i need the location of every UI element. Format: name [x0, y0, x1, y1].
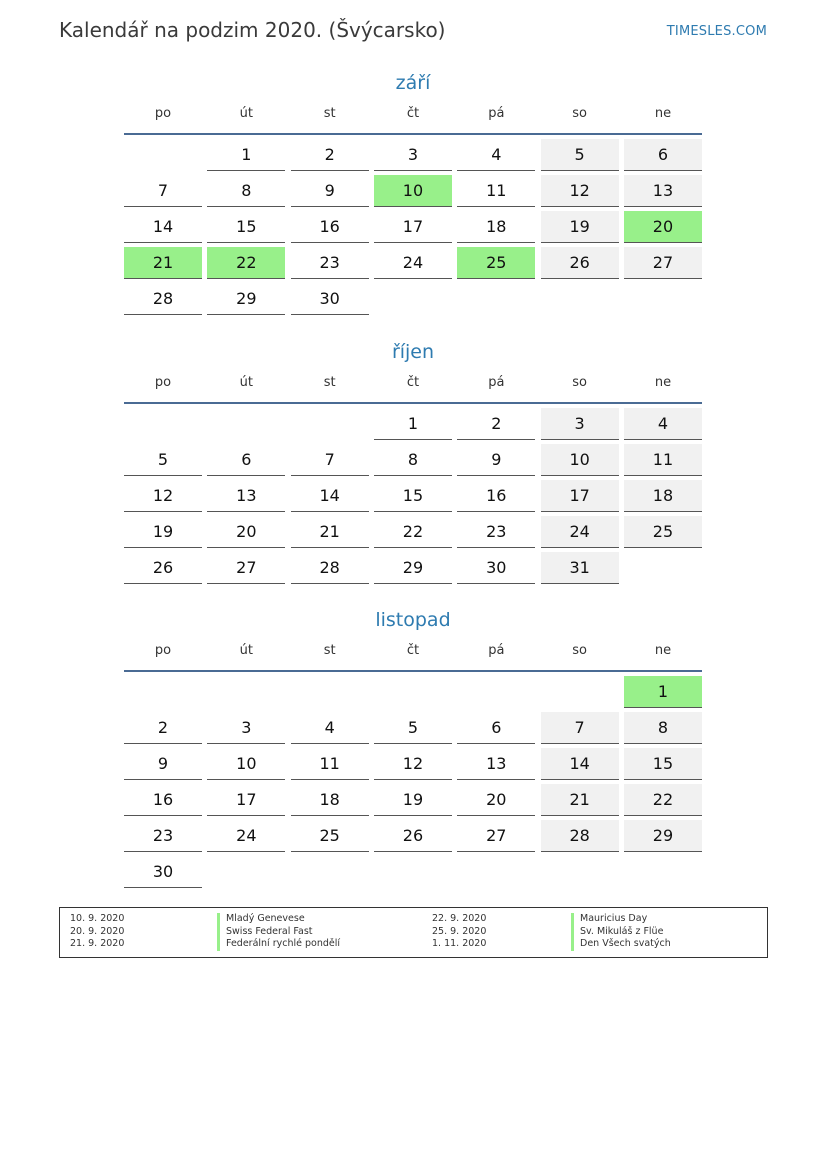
day-cell[interactable]: 1	[374, 408, 452, 440]
empty-cell	[207, 408, 285, 440]
day-cell-holiday[interactable]: 21	[124, 247, 202, 279]
day-cell[interactable]: 5	[124, 444, 202, 476]
day-cell[interactable]: 23	[457, 516, 535, 548]
day-cell[interactable]: 29	[374, 552, 452, 584]
day-cell[interactable]: 9	[124, 748, 202, 780]
month-october	[124, 337, 702, 588]
day-cell[interactable]: 30	[291, 283, 369, 315]
day-cell[interactable]: 4	[624, 408, 702, 440]
day-cell[interactable]: 11	[291, 748, 369, 780]
day-cell[interactable]: 21	[291, 516, 369, 548]
day-cell[interactable]: 17	[374, 211, 452, 243]
weekday-label: so	[572, 375, 587, 390]
day-cell[interactable]: 4	[291, 712, 369, 744]
weekday-label: st	[323, 106, 336, 121]
weekday-label: st	[323, 643, 336, 658]
day-cell[interactable]: 19	[124, 516, 202, 548]
month-name: listopad	[375, 609, 451, 631]
day-cell[interactable]: 2	[457, 408, 535, 440]
days-grid	[124, 408, 702, 588]
day-cell[interactable]: 26	[124, 552, 202, 584]
day-cell[interactable]: 23	[291, 247, 369, 279]
weekday-label: út	[239, 106, 253, 121]
legend-date: 25. 9. 2020	[432, 925, 487, 937]
day-cell-holiday[interactable]: 22	[207, 247, 285, 279]
day-cell[interactable]: 13	[624, 175, 702, 207]
day-cell[interactable]: 15	[624, 748, 702, 780]
day-cell[interactable]: 6	[624, 139, 702, 171]
day-cell[interactable]: 25	[291, 820, 369, 852]
day-cell[interactable]: 7	[124, 175, 202, 207]
day-cell[interactable]: 24	[207, 820, 285, 852]
day-cell[interactable]: 13	[457, 748, 535, 780]
day-cell[interactable]: 17	[541, 480, 619, 512]
day-cell[interactable]: 29	[624, 820, 702, 852]
weekday-label: st	[323, 375, 336, 390]
weekday-header	[124, 635, 702, 672]
legend-date: 21. 9. 2020	[70, 938, 125, 950]
legend-marker-right	[571, 913, 574, 951]
page-title: Kalendář na podzim 2020. (Švýcarsko)	[59, 18, 446, 42]
legend-holiday-name: Den Všech svatých	[580, 938, 671, 950]
empty-cell	[457, 676, 535, 708]
weekday-label: po	[154, 643, 172, 658]
day-cell[interactable]: 3	[374, 139, 452, 171]
day-cell[interactable]: 8	[374, 444, 452, 476]
day-cell[interactable]: 18	[457, 211, 535, 243]
day-cell[interactable]: 24	[541, 516, 619, 548]
days-grid	[124, 676, 702, 892]
days-grid	[124, 139, 702, 319]
day-cell[interactable]: 10	[541, 444, 619, 476]
day-cell[interactable]: 28	[124, 283, 202, 315]
day-cell[interactable]: 22	[374, 516, 452, 548]
day-cell[interactable]: 8	[207, 175, 285, 207]
day-cell-holiday[interactable]: 1	[624, 676, 702, 708]
weekday-label: ne	[654, 643, 672, 658]
legend-holiday-name: Mauricius Day	[580, 913, 648, 924]
legend-holiday-name: Mladý Genevese	[226, 913, 305, 924]
empty-cell	[207, 676, 285, 708]
month-name: září	[395, 72, 431, 94]
weekday-label: ne	[654, 375, 672, 390]
weekday-label: čt	[406, 106, 420, 121]
day-cell[interactable]: 20	[457, 784, 535, 816]
legend-date: 1. 11. 2020	[432, 938, 487, 950]
day-cell[interactable]: 7	[291, 444, 369, 476]
legend-holiday-name: Swiss Federal Fast	[226, 925, 313, 937]
day-cell[interactable]: 19	[374, 784, 452, 816]
day-cell[interactable]: 26	[541, 247, 619, 279]
day-cell[interactable]: 4	[457, 139, 535, 171]
day-cell[interactable]: 2	[291, 139, 369, 171]
day-cell[interactable]: 13	[207, 480, 285, 512]
day-cell[interactable]: 2	[124, 712, 202, 744]
empty-cell	[124, 139, 202, 171]
holiday-legend	[59, 907, 768, 958]
day-cell[interactable]: 12	[124, 480, 202, 512]
day-cell[interactable]: 1	[207, 139, 285, 171]
legend-date: 10. 9. 2020	[70, 913, 125, 924]
weekday-label: čt	[406, 643, 420, 658]
legend-names-right	[580, 913, 671, 951]
day-cell[interactable]: 3	[541, 408, 619, 440]
day-cell[interactable]: 15	[207, 211, 285, 243]
day-cell[interactable]: 28	[541, 820, 619, 852]
day-cell[interactable]: 11	[457, 175, 535, 207]
legend-holiday-name: Sv. Mikuláš z Flüe	[580, 925, 664, 937]
weekday-label: po	[154, 106, 172, 121]
day-cell[interactable]: 14	[541, 748, 619, 780]
day-cell[interactable]: 28	[291, 552, 369, 584]
day-cell[interactable]: 16	[124, 784, 202, 816]
day-cell[interactable]: 12	[374, 748, 452, 780]
month-november	[124, 605, 702, 892]
day-cell[interactable]: 20	[207, 516, 285, 548]
day-cell[interactable]: 16	[291, 211, 369, 243]
day-cell[interactable]: 27	[457, 820, 535, 852]
empty-cell	[124, 408, 202, 440]
day-cell[interactable]: 18	[624, 480, 702, 512]
day-cell[interactable]: 27	[624, 247, 702, 279]
legend-marker-left	[217, 913, 220, 951]
weekday-header	[124, 367, 702, 404]
day-cell[interactable]: 26	[374, 820, 452, 852]
day-cell[interactable]: 22	[624, 784, 702, 816]
day-cell[interactable]: 5	[541, 139, 619, 171]
day-cell[interactable]: 11	[624, 444, 702, 476]
day-cell[interactable]: 14	[124, 211, 202, 243]
day-cell[interactable]: 29	[207, 283, 285, 315]
weekday-label: so	[572, 106, 587, 121]
legend-date: 22. 9. 2020	[432, 913, 487, 924]
day-cell[interactable]: 19	[541, 211, 619, 243]
weekday-label: pá	[488, 643, 505, 658]
weekday-label: pá	[488, 106, 505, 121]
weekday-label: ne	[654, 106, 672, 121]
day-cell[interactable]: 7	[541, 712, 619, 744]
weekday-label: út	[239, 643, 253, 658]
weekday-label: čt	[406, 375, 420, 390]
day-cell-holiday[interactable]: 20	[624, 211, 702, 243]
weekday-label: po	[154, 375, 172, 390]
empty-cell	[124, 676, 202, 708]
day-cell[interactable]: 23	[124, 820, 202, 852]
day-cell[interactable]: 9	[291, 175, 369, 207]
day-cell[interactable]: 30	[124, 856, 202, 888]
day-cell[interactable]: 24	[374, 247, 452, 279]
weekday-header	[124, 98, 702, 135]
legend-dates-right	[432, 913, 486, 951]
day-cell[interactable]: 21	[541, 784, 619, 816]
weekday-label: út	[239, 375, 253, 390]
site-link[interactable]: TIMESLES.COM	[666, 24, 767, 39]
weekday-label: so	[572, 643, 587, 658]
day-cell[interactable]: 5	[374, 712, 452, 744]
day-cell[interactable]: 15	[374, 480, 452, 512]
day-cell[interactable]: 9	[457, 444, 535, 476]
legend-names-left	[226, 913, 340, 951]
empty-cell	[541, 676, 619, 708]
legend-dates-left	[70, 913, 124, 951]
day-cell[interactable]: 14	[291, 480, 369, 512]
day-cell[interactable]: 6	[457, 712, 535, 744]
day-cell[interactable]: 10	[207, 748, 285, 780]
legend-holiday-name: Federální rychlé pondělí	[226, 938, 341, 950]
day-cell-holiday[interactable]: 10	[374, 175, 452, 207]
day-cell[interactable]: 17	[207, 784, 285, 816]
day-cell[interactable]: 18	[291, 784, 369, 816]
day-cell[interactable]: 31	[541, 552, 619, 584]
day-cell[interactable]: 27	[207, 552, 285, 584]
weekday-label: pá	[488, 375, 505, 390]
day-cell[interactable]: 3	[207, 712, 285, 744]
day-cell[interactable]: 8	[624, 712, 702, 744]
legend-date: 20. 9. 2020	[70, 925, 125, 937]
empty-cell	[291, 676, 369, 708]
day-cell[interactable]: 25	[624, 516, 702, 548]
day-cell[interactable]: 30	[457, 552, 535, 584]
day-cell[interactable]: 6	[207, 444, 285, 476]
day-cell-holiday[interactable]: 25	[457, 247, 535, 279]
month-september	[124, 68, 702, 319]
day-cell[interactable]: 16	[457, 480, 535, 512]
day-cell[interactable]: 12	[541, 175, 619, 207]
empty-cell	[291, 408, 369, 440]
empty-cell	[374, 676, 452, 708]
month-name: říjen	[391, 341, 435, 363]
